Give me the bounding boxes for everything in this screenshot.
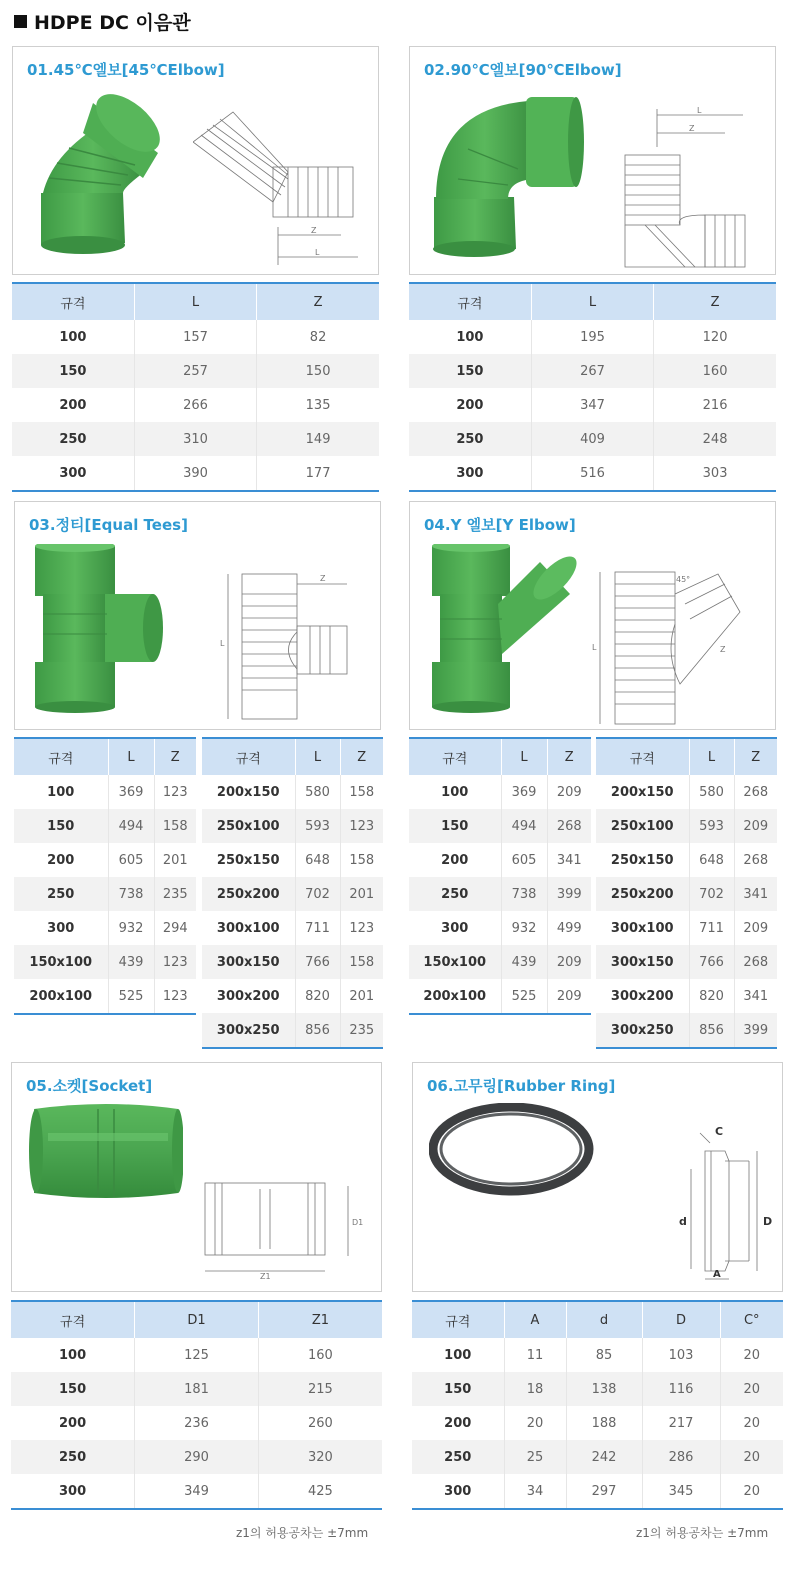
- table-row: [596, 809, 777, 843]
- table-row: [12, 422, 379, 456]
- table-cell: 150: [257, 354, 379, 388]
- page-title: [14, 8, 191, 35]
- table-cell: 300x100: [216, 920, 280, 936]
- table-cell: 150: [412, 1372, 504, 1406]
- table-row: [596, 775, 777, 809]
- square-bullet-icon: [14, 15, 27, 28]
- table-row: [202, 979, 383, 1013]
- table-cell: 123: [154, 979, 196, 1014]
- table-cell: 580: [689, 775, 734, 809]
- table-cell: 215: [258, 1372, 382, 1406]
- table-cell: 116: [642, 1372, 720, 1406]
- table-cell: 820: [689, 979, 734, 1013]
- rubber-dim-a: A: [713, 1269, 721, 1280]
- elbow45-dim-l: L: [315, 248, 320, 257]
- elbow90-title: 02.90℃엘보[90℃Elbow]: [424, 61, 622, 79]
- table-cell: 235: [154, 877, 196, 911]
- yelbow-table-right: [596, 737, 777, 1049]
- tee-dim-l: L: [220, 639, 225, 648]
- table-cell: 409: [531, 422, 653, 456]
- table-cell: 648: [295, 843, 340, 877]
- table-cell: 150: [14, 809, 108, 843]
- table-cell: 369: [501, 775, 547, 809]
- table-cell: 100: [441, 784, 469, 800]
- table-row: [12, 354, 379, 388]
- table-cell: 149: [257, 422, 379, 456]
- table-cell: 260: [258, 1406, 382, 1440]
- tee-table-right: [202, 737, 383, 1049]
- table-row: [412, 1406, 783, 1440]
- table-row: [11, 1406, 382, 1440]
- table-row: [11, 1338, 382, 1372]
- table-cell: 158: [340, 945, 383, 979]
- table-cell: 20: [720, 1372, 783, 1406]
- elbow45-card: [12, 46, 379, 275]
- table-header: Z: [154, 738, 196, 775]
- table-cell: 300x150: [596, 945, 689, 979]
- table-cell: 300x250: [596, 1013, 689, 1048]
- table-cell: 605: [108, 843, 154, 877]
- table-row: [202, 911, 383, 945]
- table-cell: 188: [566, 1406, 642, 1440]
- table-cell: 369: [108, 775, 154, 809]
- table-header: L: [501, 738, 547, 775]
- rubber-drawing: [675, 1121, 783, 1286]
- table-cell: 341: [547, 843, 591, 877]
- table-cell: 125: [135, 1338, 259, 1372]
- table-cell: 158: [154, 809, 196, 843]
- table-cell: 439: [501, 945, 547, 979]
- yelbow-table-left: [409, 737, 591, 1015]
- table-cell: 34: [504, 1474, 566, 1509]
- rubber-photo: [429, 1103, 599, 1198]
- table-cell: 18: [504, 1372, 566, 1406]
- table-cell: 235: [340, 1013, 383, 1048]
- table-cell: 160: [258, 1338, 382, 1372]
- table-cell: 100: [444, 1347, 472, 1363]
- table-cell: 580: [295, 775, 340, 809]
- table-row: [14, 877, 196, 911]
- table-header: D1: [135, 1301, 259, 1338]
- table-cell: 257: [134, 354, 256, 388]
- table-cell: 242: [566, 1440, 642, 1474]
- elbow45-photo: [33, 93, 183, 268]
- tee-card: [14, 501, 381, 730]
- yelbow-title: 04.Y 엘보[Y Elbow]: [424, 516, 576, 534]
- table-cell: 932: [108, 911, 154, 945]
- table-cell: 250x100: [596, 809, 689, 843]
- table-header: Z: [257, 283, 379, 320]
- table-cell: 209: [547, 775, 591, 809]
- table-cell: 766: [295, 945, 340, 979]
- table-cell: 209: [734, 911, 777, 945]
- rubber-table: [412, 1300, 783, 1510]
- table-cell: 300: [441, 920, 469, 936]
- table-header: Z1: [258, 1301, 382, 1338]
- table-cell: 303: [654, 456, 776, 491]
- table-header: Z: [340, 738, 383, 775]
- table-cell: 195: [531, 320, 653, 354]
- table-cell: 20: [720, 1406, 783, 1440]
- table-row: [409, 320, 776, 354]
- table-cell: 856: [689, 1013, 734, 1048]
- table-cell: 200x150: [216, 784, 280, 800]
- table-cell: 200x150: [610, 784, 674, 800]
- table-cell: 266: [134, 388, 256, 422]
- yelbow-dim-l: L: [592, 643, 597, 652]
- table-row: [14, 911, 196, 945]
- socket-dim-d1: D1: [352, 1218, 364, 1227]
- table-cell: 250x200: [202, 877, 295, 911]
- table-header: L: [295, 738, 340, 775]
- table-cell: 181: [135, 1372, 259, 1406]
- table-cell: 856: [295, 1013, 340, 1048]
- table-cell: 20: [720, 1338, 783, 1372]
- table-header: Z: [734, 738, 777, 775]
- rubber-dim-d-outer: D: [763, 1215, 773, 1228]
- table-row: [11, 1440, 382, 1474]
- table-cell: 738: [501, 877, 547, 911]
- table-cell: 138: [566, 1372, 642, 1406]
- table-cell: 158: [340, 843, 383, 877]
- table-cell: 20: [720, 1474, 783, 1509]
- table-row: [409, 354, 776, 388]
- table-row: [596, 979, 777, 1013]
- table-cell: 290: [135, 1440, 259, 1474]
- table-cell: 250: [12, 422, 134, 456]
- table-cell: 711: [689, 911, 734, 945]
- yelbow-dim-z: Z: [720, 645, 726, 654]
- table-cell: 349: [135, 1474, 259, 1509]
- table-cell: 932: [501, 911, 547, 945]
- table-header: D: [642, 1301, 720, 1338]
- table-row: [409, 945, 591, 979]
- table-header: 규격: [11, 1301, 135, 1338]
- table-cell: 209: [547, 945, 591, 979]
- table-cell: 209: [547, 979, 591, 1014]
- table-row: [11, 1372, 382, 1406]
- table-cell: 11: [504, 1338, 566, 1372]
- page-title-text: HDPE DC 이음관: [34, 12, 191, 34]
- elbow90-card: [409, 46, 776, 275]
- table-row: [12, 388, 379, 422]
- elbow90-dim-z: Z: [689, 124, 695, 133]
- table-cell: 300x250: [202, 1013, 295, 1048]
- table-row: [14, 775, 196, 809]
- table-row: [202, 945, 383, 979]
- table-cell: 120: [654, 320, 776, 354]
- table-cell: 702: [295, 877, 340, 911]
- table-cell: 250: [14, 877, 108, 911]
- table-cell: 20: [504, 1406, 566, 1440]
- table-header: d: [566, 1301, 642, 1338]
- table-cell: 200: [456, 397, 484, 413]
- table-cell: 439: [108, 945, 154, 979]
- table-cell: 310: [134, 422, 256, 456]
- table-cell: 209: [734, 809, 777, 843]
- table-row: [202, 843, 383, 877]
- rubber-dim-d-inner: d: [679, 1215, 687, 1228]
- elbow90-table: [409, 282, 776, 492]
- table-row: [202, 1013, 383, 1048]
- table-cell: 103: [642, 1338, 720, 1372]
- table-cell: 250x150: [216, 852, 280, 868]
- socket-table: [11, 1300, 382, 1510]
- table-cell: 25: [504, 1440, 566, 1474]
- table-header: 규격: [202, 738, 295, 775]
- table-cell: 494: [108, 809, 154, 843]
- table-cell: 297: [566, 1474, 642, 1509]
- elbow90-photo: [428, 89, 588, 264]
- table-row: [409, 456, 776, 491]
- table-header: L: [531, 283, 653, 320]
- table-cell: 250: [409, 877, 501, 911]
- table-row: [12, 320, 379, 354]
- table-cell: 123: [340, 809, 383, 843]
- table-cell: 648: [689, 843, 734, 877]
- rubber-tolerance-note: z1의 허용공차는 ±7mm: [636, 1526, 769, 1540]
- table-cell: 123: [340, 911, 383, 945]
- table-cell: 123: [154, 775, 196, 809]
- socket-title: 05.소켓[Socket]: [26, 1077, 153, 1095]
- table-header: A: [504, 1301, 566, 1338]
- table-cell: 425: [258, 1474, 382, 1509]
- table-cell: 593: [295, 809, 340, 843]
- yelbow-drawing: [590, 564, 750, 729]
- table-cell: 200: [47, 852, 75, 868]
- table-row: [596, 843, 777, 877]
- table-cell: 85: [566, 1338, 642, 1372]
- table-cell: 300: [409, 456, 531, 491]
- table-cell: 150: [11, 1372, 135, 1406]
- table-header: 규격: [14, 738, 108, 775]
- table-header: 규격: [409, 738, 501, 775]
- table-row: [409, 809, 591, 843]
- elbow45-dim-z: Z: [311, 226, 317, 235]
- table-row: [409, 775, 591, 809]
- table-cell: 248: [654, 422, 776, 456]
- table-header: L: [108, 738, 154, 775]
- yelbow-dim-angle: 45°: [676, 575, 691, 584]
- table-header: L: [134, 283, 256, 320]
- tee-title: 03.정티[Equal Tees]: [29, 516, 188, 534]
- table-cell: 711: [295, 911, 340, 945]
- socket-card: [11, 1062, 382, 1292]
- table-cell: 525: [108, 979, 154, 1014]
- table-cell: 605: [501, 843, 547, 877]
- table-cell: 300: [47, 920, 75, 936]
- table-header: L: [689, 738, 734, 775]
- table-cell: 150: [12, 354, 134, 388]
- table-cell: 200: [59, 1415, 87, 1431]
- table-header: Z: [547, 738, 591, 775]
- table-cell: 267: [531, 354, 653, 388]
- table-header: 규격: [412, 1301, 504, 1338]
- table-cell: 300: [412, 1474, 504, 1509]
- elbow90-drawing: [615, 107, 770, 275]
- table-row: [14, 809, 196, 843]
- table-row: [11, 1474, 382, 1509]
- table-row: [14, 945, 196, 979]
- socket-drawing: [200, 1151, 365, 1281]
- table-row: [14, 843, 196, 877]
- table-cell: 150x100: [409, 945, 501, 979]
- table-cell: 738: [108, 877, 154, 911]
- table-cell: 157: [134, 320, 256, 354]
- table-cell: 300x150: [202, 945, 295, 979]
- table-cell: 399: [547, 877, 591, 911]
- table-cell: 200x100: [14, 979, 108, 1014]
- table-cell: 250x100: [202, 809, 295, 843]
- table-cell: 150: [409, 809, 501, 843]
- table-cell: 20: [720, 1440, 783, 1474]
- table-cell: 100: [47, 784, 75, 800]
- table-cell: 347: [531, 388, 653, 422]
- table-row: [412, 1372, 783, 1406]
- table-cell: 160: [654, 354, 776, 388]
- table-cell: 820: [295, 979, 340, 1013]
- table-cell: 268: [734, 945, 777, 979]
- table-row: [14, 979, 196, 1014]
- table-row: [202, 775, 383, 809]
- table-row: [409, 911, 591, 945]
- table-row: [412, 1440, 783, 1474]
- table-row: [202, 877, 383, 911]
- table-cell: 236: [135, 1406, 259, 1440]
- table-cell: 82: [257, 320, 379, 354]
- table-cell: 494: [501, 809, 547, 843]
- table-cell: 200: [59, 397, 87, 413]
- table-cell: 390: [134, 456, 256, 491]
- table-row: [596, 911, 777, 945]
- table-header: Z: [654, 283, 776, 320]
- table-cell: 300x200: [610, 988, 674, 1004]
- table-cell: 516: [531, 456, 653, 491]
- table-cell: 135: [257, 388, 379, 422]
- table-header: C°: [720, 1301, 783, 1338]
- table-cell: 250: [409, 422, 531, 456]
- table-cell: 201: [154, 843, 196, 877]
- tee-drawing: [220, 564, 370, 724]
- table-row: [409, 877, 591, 911]
- tee-photo: [31, 544, 181, 714]
- socket-tolerance-note: z1의 허용공차는 ±7mm: [236, 1526, 369, 1540]
- table-row: [409, 979, 591, 1014]
- table-cell: 250: [11, 1440, 135, 1474]
- yelbow-card: [409, 501, 776, 730]
- yelbow-photo: [428, 544, 578, 714]
- table-cell: 320: [258, 1440, 382, 1474]
- table-cell: 300: [11, 1474, 135, 1509]
- table-cell: 300: [12, 456, 134, 491]
- tee-table-left: [14, 737, 196, 1015]
- table-row: [596, 1013, 777, 1048]
- table-cell: 100: [59, 329, 87, 345]
- table-cell: 300x100: [610, 920, 674, 936]
- table-cell: 201: [340, 979, 383, 1013]
- table-cell: 200x100: [409, 979, 501, 1014]
- table-cell: 702: [689, 877, 734, 911]
- table-cell: 250x150: [610, 852, 674, 868]
- table-cell: 300x200: [216, 988, 280, 1004]
- elbow45-title: 01.45℃엘보[45℃Elbow]: [27, 61, 225, 79]
- table-row: [409, 422, 776, 456]
- table-cell: 268: [734, 775, 777, 809]
- table-cell: 150x100: [14, 945, 108, 979]
- table-cell: 177: [257, 456, 379, 491]
- table-row: [412, 1338, 783, 1372]
- table-cell: 216: [654, 388, 776, 422]
- rubber-title: 06.고무링[Rubber Ring]: [427, 1077, 616, 1095]
- table-cell: 217: [642, 1406, 720, 1440]
- table-cell: 201: [340, 877, 383, 911]
- table-cell: 345: [642, 1474, 720, 1509]
- table-cell: 593: [689, 809, 734, 843]
- table-cell: 100: [59, 1347, 87, 1363]
- table-row: [409, 843, 591, 877]
- table-cell: 268: [734, 843, 777, 877]
- table-header: 규격: [596, 738, 689, 775]
- table-cell: 341: [734, 979, 777, 1013]
- table-cell: 399: [734, 1013, 777, 1048]
- tee-dim-z: Z: [320, 574, 326, 583]
- table-cell: 250x200: [596, 877, 689, 911]
- table-row: [12, 456, 379, 491]
- table-row: [409, 388, 776, 422]
- rubber-card: [412, 1062, 783, 1292]
- table-cell: 250: [412, 1440, 504, 1474]
- socket-photo: [28, 1103, 183, 1203]
- table-cell: 766: [689, 945, 734, 979]
- elbow45-table: [12, 282, 379, 492]
- table-row: [202, 809, 383, 843]
- table-cell: 123: [154, 945, 196, 979]
- table-cell: 525: [501, 979, 547, 1014]
- table-cell: 341: [734, 877, 777, 911]
- table-cell: 100: [456, 329, 484, 345]
- table-row: [596, 945, 777, 979]
- table-cell: 268: [547, 809, 591, 843]
- elbow90-dim-l: L: [697, 107, 702, 115]
- table-cell: 158: [340, 775, 383, 809]
- table-header: 규격: [409, 283, 531, 320]
- table-cell: 499: [547, 911, 591, 945]
- table-cell: 150: [409, 354, 531, 388]
- table-cell: 286: [642, 1440, 720, 1474]
- table-header: 규격: [12, 283, 134, 320]
- socket-dim-z1: Z1: [260, 1272, 271, 1281]
- rubber-dim-c: C: [715, 1125, 724, 1138]
- table-row: [596, 877, 777, 911]
- table-row: [412, 1474, 783, 1509]
- table-cell: 200: [441, 852, 469, 868]
- elbow45-drawing: [193, 107, 368, 275]
- table-cell: 200: [444, 1415, 472, 1431]
- table-cell: 294: [154, 911, 196, 945]
